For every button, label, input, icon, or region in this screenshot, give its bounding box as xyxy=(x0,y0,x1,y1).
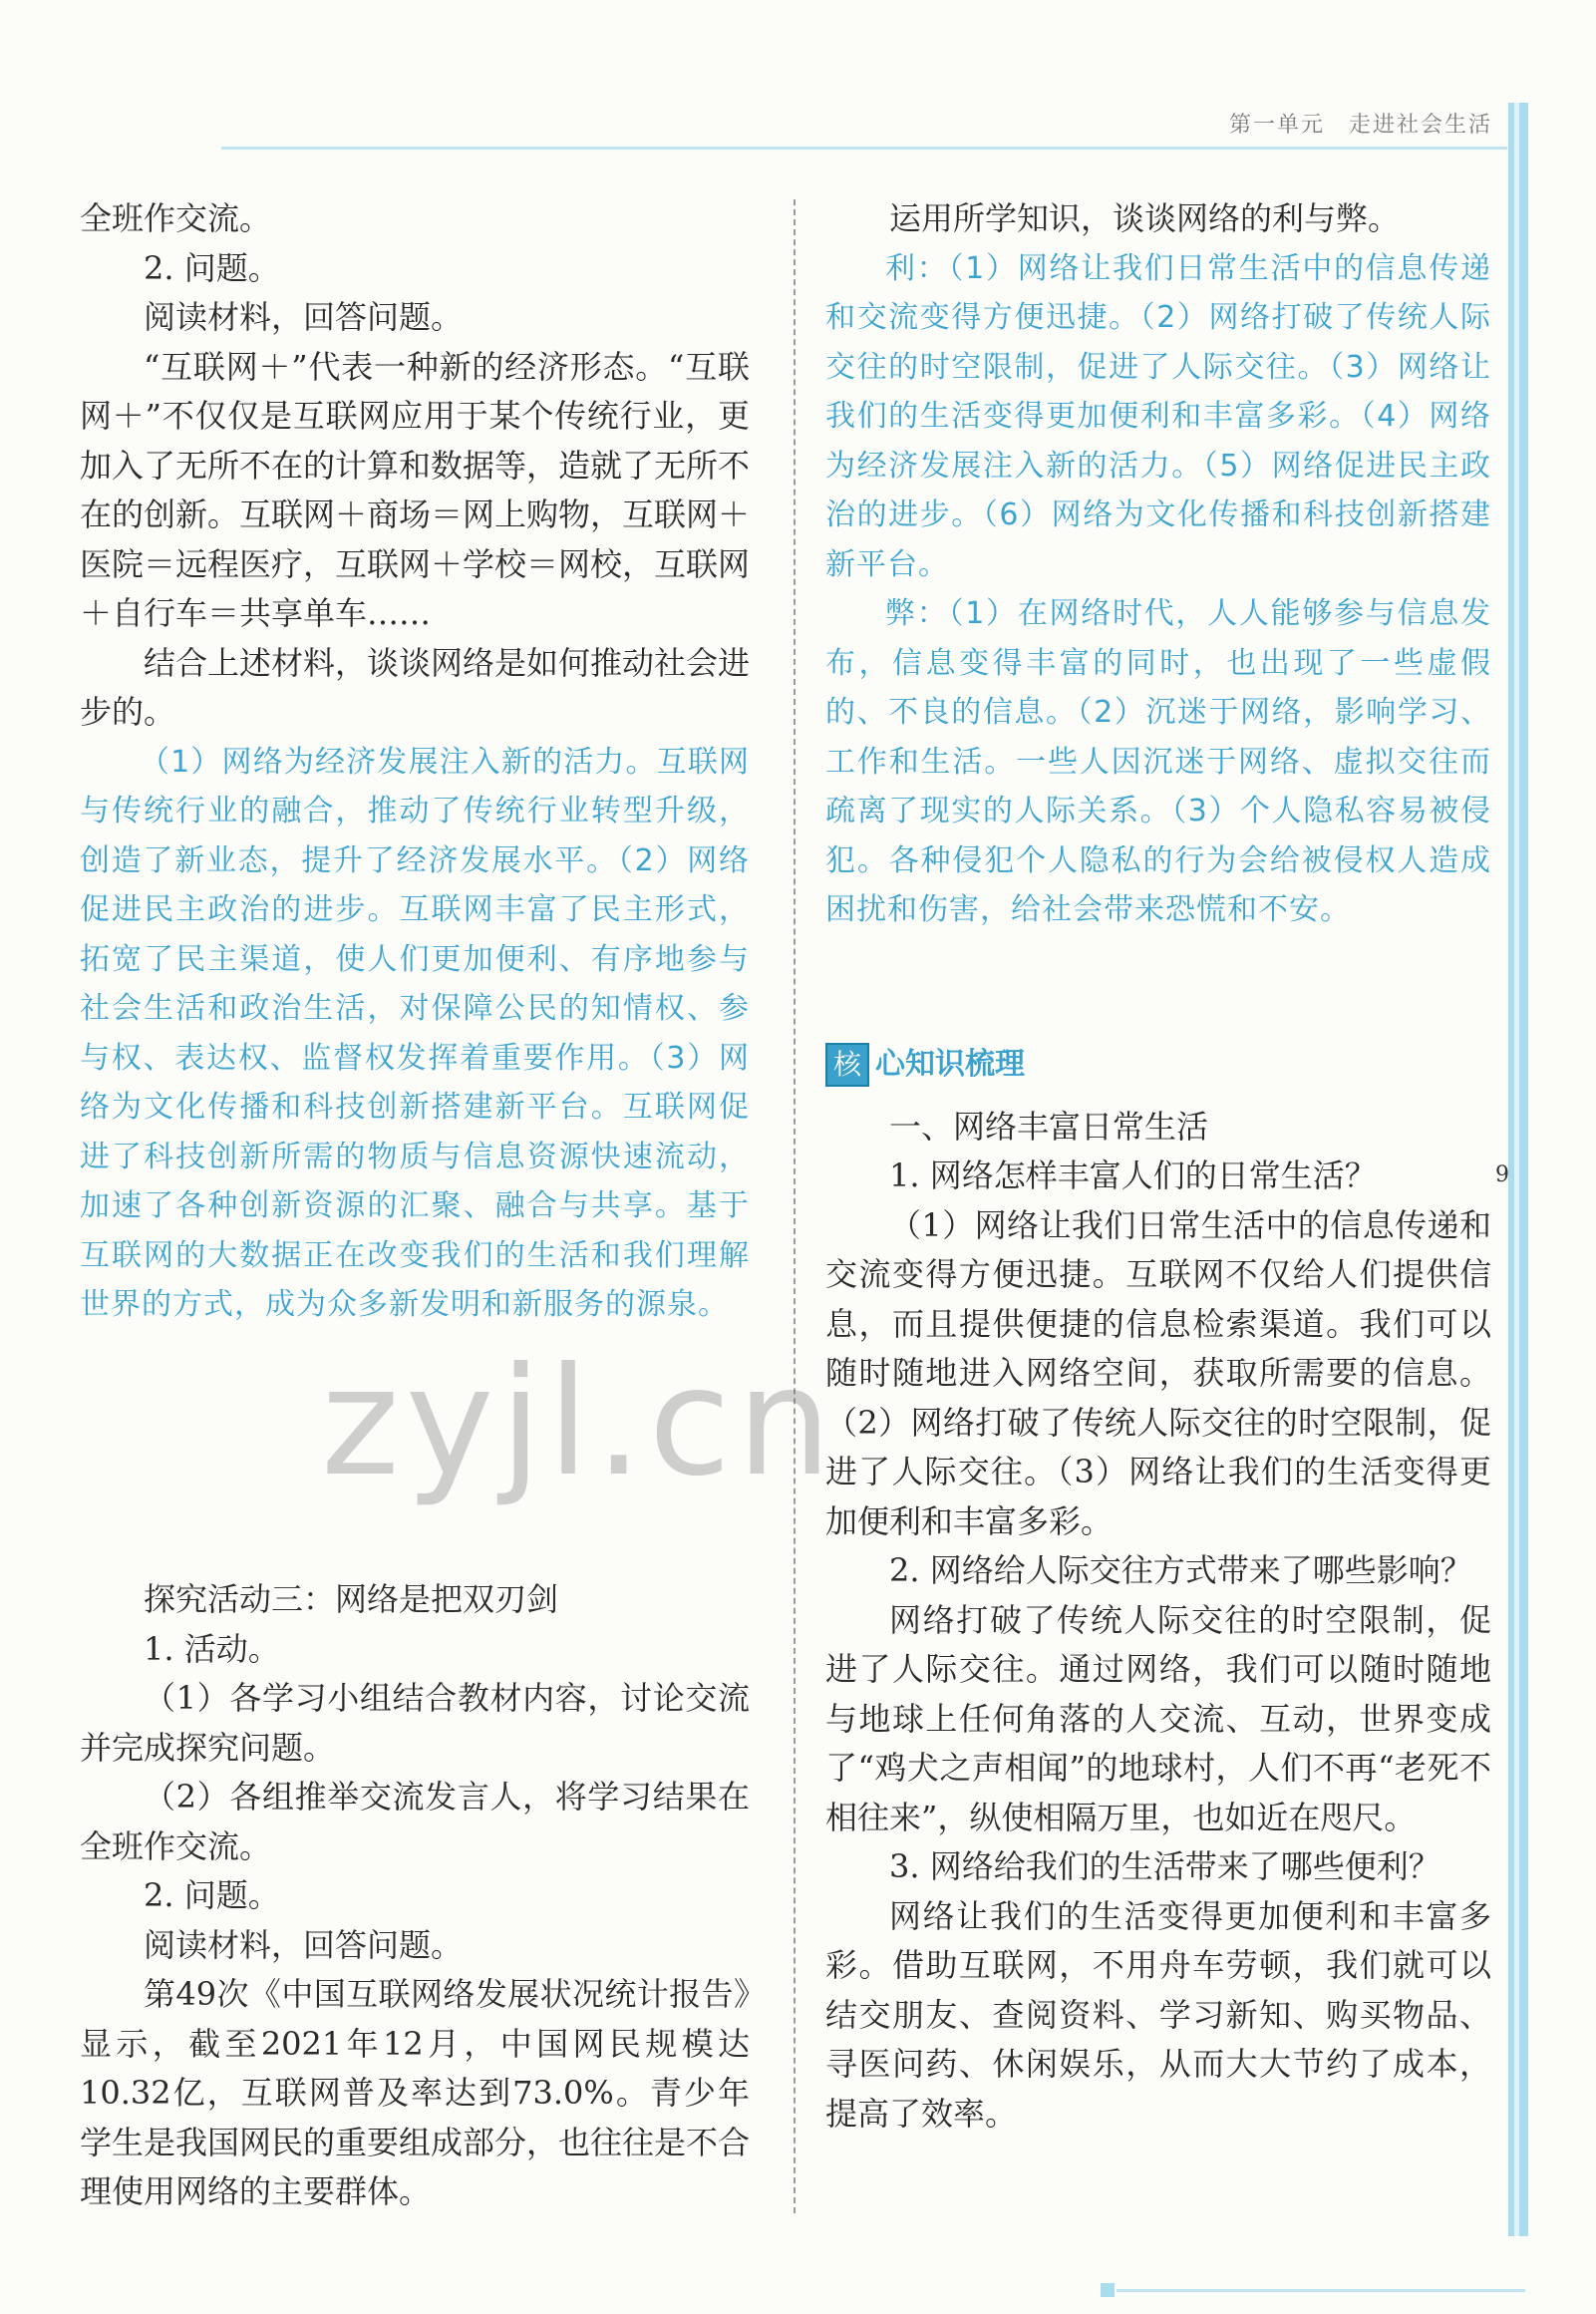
paragraph: 2. 问题。 xyxy=(144,1876,280,1914)
paragraph: 网络让我们的生活变得更加便利和丰富多彩。借助互联网，不用舟车劳顿，我们就可以结交朋友、查阅资料、学习新知、购买物品、寻医问药、休闲娱乐，从而大大节约了成本，提高了效率。 xyxy=(825,1896,1491,2133)
paragraph: 阅读材料，回答问题。 xyxy=(144,1925,464,1964)
section-heading-text: 心知识梳理 xyxy=(875,1046,1025,1082)
right-column-bottom xyxy=(825,1103,1491,2140)
paragraph: 1. 网络怎样丰富人们的日常生活？ xyxy=(889,1157,1377,1194)
paragraph: （1）网络为经济发展注入新的活力。互联网与传统行业的融合，推动了传统行业转型升级，创造了新业态，提升了经济发展水平。（2）网络促进民主政治的进步。互联网丰富了民主形式，拓宽了民主渠道，使人们更加便利、有序地参与社会生活和政治生活，对保障公民的知情权、参与权、表达权、监督权发挥着重要作用。（3）网络为文化传播和科技创新搭建新平台。互联网促进了科技创新所需的物质与信息资源快速流动，加速了各种创新资源的汇聚、融合与共享。基于互联网的大数据正在改变我们的生活和我们理解世界的方式，成为众多新发明和新服务的源泉。 xyxy=(80,744,750,1322)
paragraph: 1. 活动。 xyxy=(144,1629,280,1668)
section-heading xyxy=(825,1039,1491,1091)
paragraph: 第49次《中国互联网络发展状况统计报告》显示，截至2021年12月，中国网民规模达10.32亿，互联网普及率达到73.0%。青少年学生是我国网民的重要组成部分，也往往是不合理使用网络的主要群体。 xyxy=(80,1975,751,2210)
right-column-top xyxy=(825,194,1491,935)
left-column-top xyxy=(80,194,750,1330)
paragraph: 弊：（1）在网络时代，人人能够参与信息发布，信息变得丰富的同时，也出现了一些虚假的、不良的信息。（2）沉迷于网络，影响学习、工作和生活。一些人因沉迷于网络、虚拟交往而疏离了现实的人际关系。（3）个人隐私容易被侵犯。各种侵犯个人隐私的行为会给被侵权人造成困扰和伤害，给社会带来恐慌和不安。 xyxy=(825,596,1491,927)
header-rule xyxy=(221,147,1507,150)
paragraph: 探究活动三：网络是把双刃剑 xyxy=(144,1580,559,1618)
paragraph: 利：（1）网络让我们日常生活中的信息传递和交流变得方便迅捷。（2）网络打破了传统人际交往的时空限制，促进了人际交往。（3）网络让我们的生活变得更加便利和丰富多彩。（4）网络为经济发展注入新的活力。（5）网络促进民主政治的进步。（6）网络为文化传播和科技创新搭建新平台。 xyxy=(825,250,1491,582)
right-column xyxy=(825,194,1491,2139)
paragraph: 全班作交流。 xyxy=(80,199,272,237)
right-margin-bar-inner xyxy=(1514,103,1519,2236)
paragraph: 阅读材料，回答问题。 xyxy=(144,298,464,336)
paragraph: 运用所学知识，谈谈网络的利与弊。 xyxy=(889,199,1401,237)
paragraph: 2. 网络给人际交往方式带来了哪些影响？ xyxy=(889,1551,1472,1589)
footer-rule xyxy=(1117,2289,1525,2292)
paragraph: 2. 问题。 xyxy=(144,248,280,287)
page-number: 9 xyxy=(1495,1162,1509,1187)
paragraph: （2）各组推举交流发言人，将学习结果在全班作交流。 xyxy=(80,1778,750,1865)
paragraph: “互联网＋”代表一种新的经济形态。“互联网＋”不仅仅是互联网应用于某个传统行业，更加入了无所不在的计算和数据等，造就了无所不在的创新。互联网＋商场＝网上购物，互联网＋医院＝远程医疗，互联网＋学校＝网校，互联网＋自行车＝共享单车…… xyxy=(80,347,751,632)
section-heading-box: 核 xyxy=(825,1043,869,1087)
paragraph: 结合上述材料，谈谈网络是如何推动社会进步的。 xyxy=(80,643,751,731)
running-title: 第一单元 走进社会生活 xyxy=(1228,113,1492,138)
paragraph: （1）各学习小组结合教材内容，讨论交流并完成探究问题。 xyxy=(80,1679,750,1767)
paragraph: 3. 网络给我们的生活带来了哪些便利？ xyxy=(889,1847,1440,1885)
paragraph: 一、网络丰富日常生活 xyxy=(889,1107,1209,1146)
left-column-bottom xyxy=(80,1575,750,2217)
column-separator xyxy=(794,199,796,2213)
footer-square xyxy=(1101,2283,1115,2297)
paragraph: （1）网络让我们日常生活中的信息传递和交流变得方便迅捷。互联网不仅给人们提供信息，而且提供便捷的信息检索渠道。我们可以随时随地进入网络空间，获取所需要的信息。（2）网络打破了传统人际交往的时空限制，促进了人际交往。（3）网络让我们的生活变得更加便利和丰富多彩。 xyxy=(825,1205,1491,1540)
paragraph: 网络打破了传统人际交往的时空限制，促进了人际交往。通过网络，我们可以随时随地与地球上任何角落的人交流、互动，世界变成了“鸡犬之声相闻”的地球村，人们不再“老死不相往来”，纵使相隔万里，也如近在咫尺。 xyxy=(825,1600,1491,1836)
watermark: zyjl.cn xyxy=(321,1336,838,1509)
